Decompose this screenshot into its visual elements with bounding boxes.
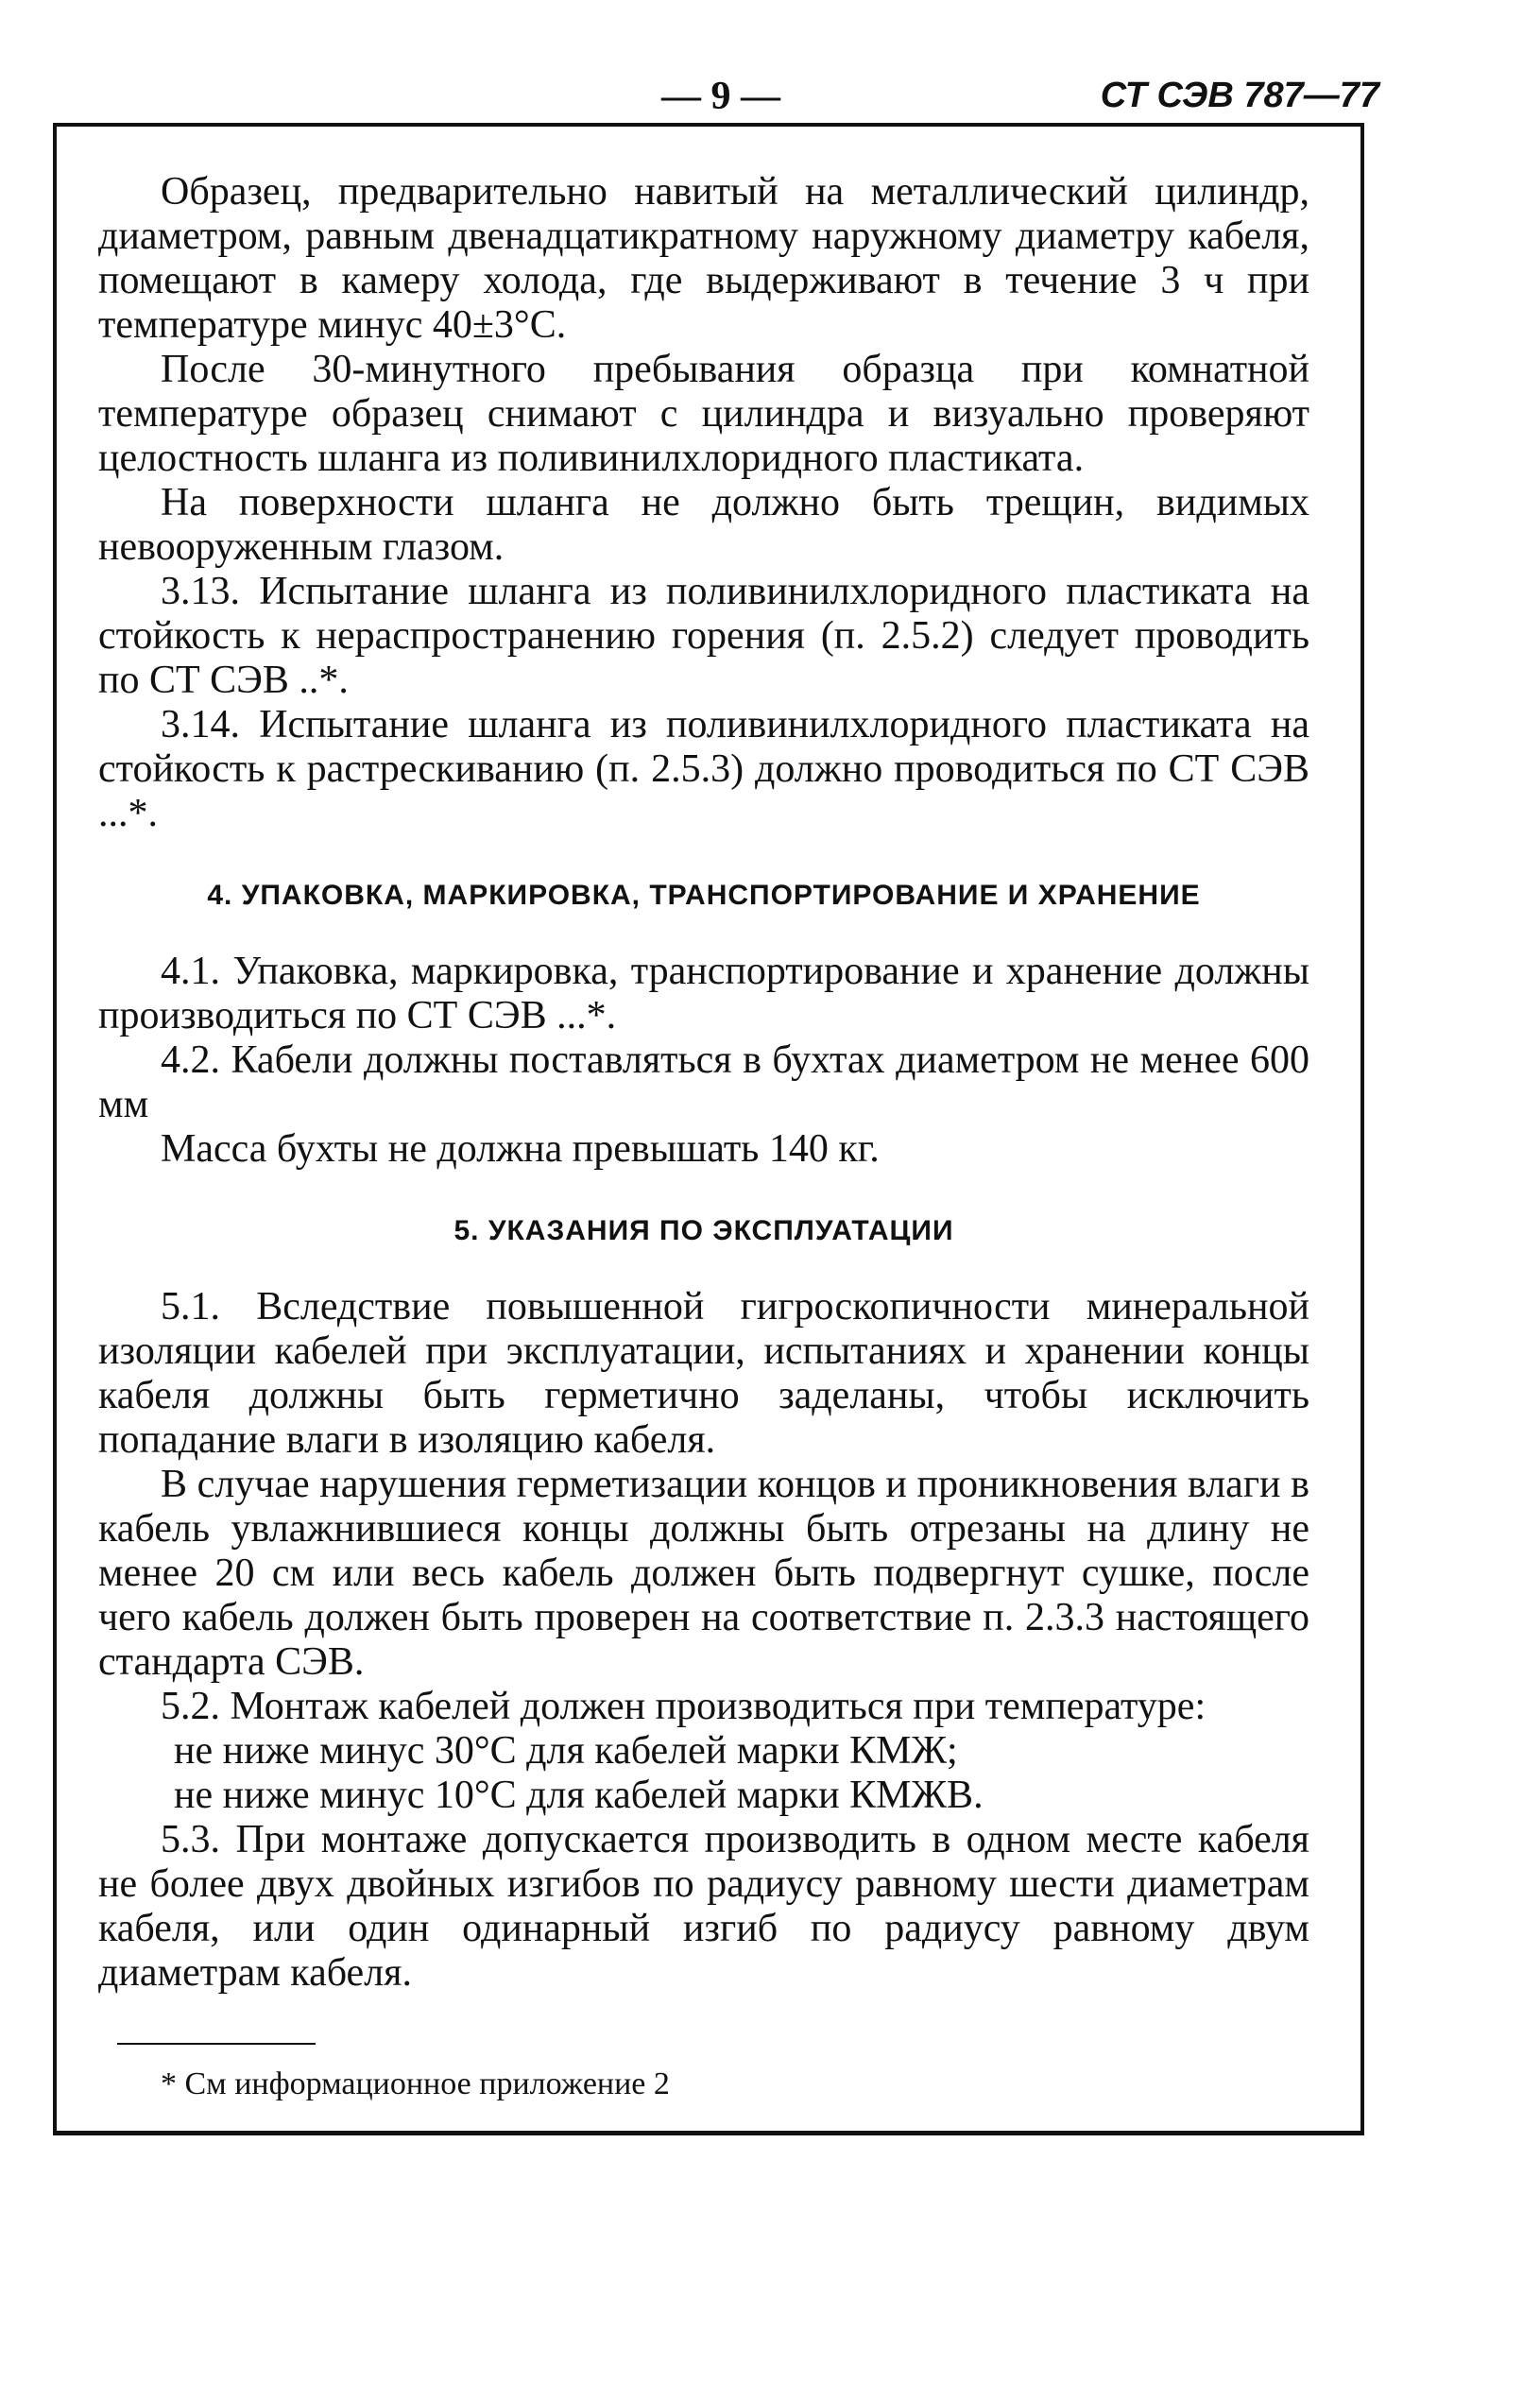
paragraph: В случае нарушения герметизации концов и проникновения влаги в кабель увлажнившиеся концы должны быть отрезаны на длину не менее 20 см или весь кабель должен быть подвергнут сушке, после чего кабель должен быть проверен на соответствие п. 2.3.3 настоящего стандарта СЭВ. — [98, 1463, 1309, 1684]
paragraph: После 30-минутного пребывания образца при комнатной температуре образец снимают с цилиндра и визуально проверяют целостность шланга из поливинилхлоридного пластиката. — [98, 348, 1309, 480]
section-5-title: 5. УКАЗАНИЯ ПО ЭКСПЛУАТАЦИИ — [453, 1215, 954, 1246]
paragraph: На поверхности шланга не должно быть трещин, видимых невооруженным глазом. — [98, 481, 1309, 569]
footnote: * См информационное приложение 2 — [161, 2066, 670, 2101]
clause-4-1: 4.1. Упаковка, маркировка, транспортирование и хранение должны производиться по СТ СЭВ ...*. — [98, 950, 1309, 1037]
section-4-title: 4. УПАКОВКА, МАРКИРОВКА, ТРАНСПОРТИРОВАНИЕ И ХРАНЕНИЕ — [207, 880, 1201, 911]
clause-5-1: 5.1. Вследствие повышенной гигроскопичности минеральной изоляции кабелей при эксплуатации, испытаниях и хранении концы кабеля должны быть герметично заделаны, чтобы исключить попадание влаги в изоляцию кабеля. — [98, 1285, 1309, 1462]
clause-5-3: 5.3. При монтаже допускается производить в одном месте кабеля не более двух двойных изгибов по радиусу равному шести диаметрам кабеля, или один одинарный изгиб по радиусу равному двум диаметрам кабеля. — [98, 1818, 1309, 1995]
document-body — [98, 170, 1309, 2103]
clause-3-14: 3.14. Испытание шланга из поливинилхлоридного пластиката на стойкость к растрескиванию (п. 2.5.3) должно проводиться по СТ СЭВ ...*. — [98, 703, 1309, 835]
clause-5-2: 5.2. Монтаж кабелей должен производиться при температуре: — [161, 1685, 1206, 1728]
paragraph: Масса бухты не должна превышать 140 кг. — [161, 1127, 880, 1171]
page-number: — 9 — — [661, 75, 780, 118]
paragraph: Образец, предварительно навитый на металлический цилиндр, диаметром, равным двенадцатикратному наружному диаметру кабеля, помещают в камеру холода, где выдерживают в течение 3 ч при температуре минус 40±3°С. — [98, 170, 1309, 347]
page-header — [57, 74, 1379, 130]
footnote-divider — [117, 2043, 316, 2045]
list-item: не ниже минус 10°С для кабелей марки КМЖВ. — [174, 1774, 984, 1817]
clause-4-2: 4.2. Кабели должны поставляться в бухтах диаметром не менее 600 мм — [98, 1038, 1309, 1126]
standard-code: СТ СЭВ 787—77 — [1100, 76, 1379, 115]
clause-3-13: 3.13. Испытание шланга из поливинилхлоридного пластиката на стойкость к нераспространению горения (п. 2.5.2) следует проводить по СТ СЭВ ..*. — [98, 570, 1309, 702]
list-item: не ниже минус 30°С для кабелей марки КМЖ; — [174, 1729, 958, 1773]
